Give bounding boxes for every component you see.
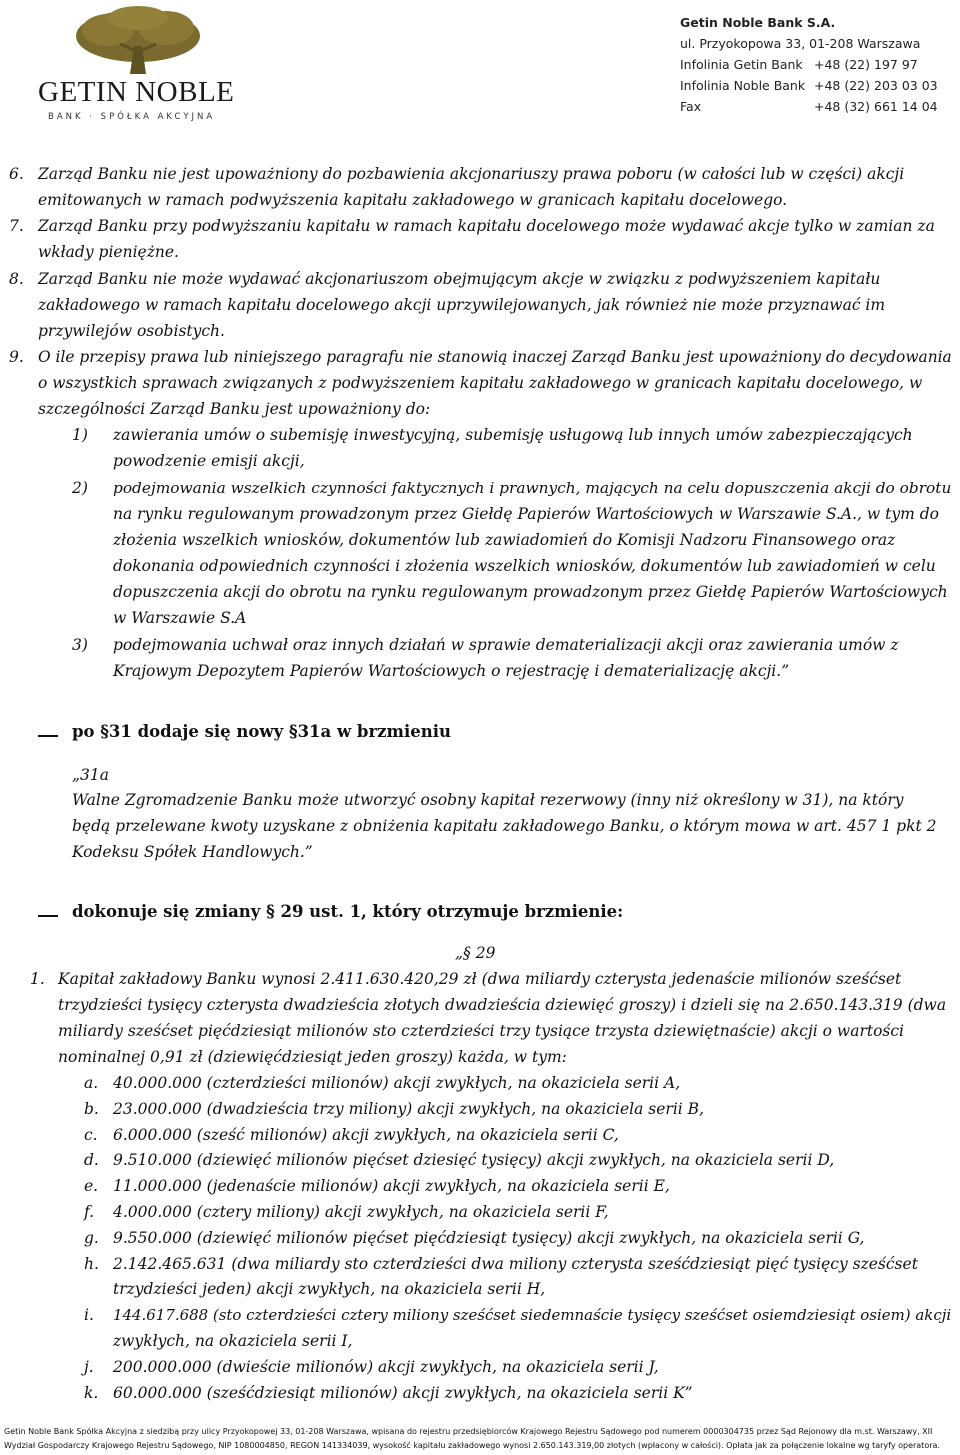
- contact-row: [680, 75, 938, 96]
- series-marker: j.: [84, 1357, 94, 1376]
- company-address: ul. Przyokopowa 33, 01-208 Warszawa: [680, 36, 921, 51]
- dash-marker: [38, 735, 58, 737]
- paragraph-line: O ile przepisy prawa lub niniejszego paragrafu nie stanowią inaczej Zarząd Banku jest upoważniony do decydowania: [38, 348, 952, 366]
- dash-marker: [38, 915, 58, 917]
- contact-label: Fax: [680, 99, 702, 114]
- item-number: 1.: [30, 970, 45, 988]
- series-line: trzydzieści jeden) akcji zwykłych, na okaziciela serii H,: [113, 1280, 546, 1299]
- contact-label: Infolinia Noble Bank: [680, 78, 806, 93]
- series-line: 2.142.465.631 (dwa miliardy sto czterdzieści dwa miliony czterysta sześćdziesiąt pięć tysięcy sześćset: [113, 1254, 918, 1273]
- paragraph-line: w Warszawie S.A: [113, 609, 247, 627]
- paragraph-line: dopuszczenia akcji do obrotu na rynku regulowanym prowadzonym przez Giełdę Papierów Wartościowych: [113, 583, 948, 601]
- paragraph-line: nominalnej 0,91 zł (dziewięćdziesiąt jeden groszy) każda, w tym:: [58, 1048, 567, 1066]
- contact-row: [680, 96, 938, 117]
- paragraph-line: Krajowym Depozytem Papierów Wartościowych o rejestrację i dematerializację akcji.”: [113, 662, 790, 680]
- item-number: 6.: [9, 165, 24, 183]
- paragraph-line: Zarząd Banku nie jest upoważniony do pozbawienia akcjonariuszy prawa poboru (w całości lub w części) akcji: [38, 165, 905, 183]
- series-marker: c.: [84, 1125, 98, 1144]
- series-line: 60.000.000 (sześćdziesiąt milionów) akcji zwykłych, na okaziciela serii K”: [113, 1383, 693, 1402]
- logo-wordmark: GETIN NOBLE: [38, 76, 235, 108]
- paragraph-line: trzydzieści tysięcy czterysta dwadzieścia złotych dwadzieścia dziewięć groszy) i dzieli się na 2.650.143.319 (dwa: [58, 996, 947, 1014]
- series-line: zwykłych, na okaziciela serii I,: [113, 1332, 353, 1350]
- contact-block: [680, 12, 938, 117]
- series-line: 9.550.000 (dziewięć milionów pięćset pięćdziesiąt tysięcy) akcji zwykłych, na okaziciela serii G,: [113, 1228, 865, 1247]
- paragraph-line: złożenia wszelkich wniosków, dokumentów lub zawiadomień do Komisji Nadzoru Finansowego oraz: [113, 531, 896, 549]
- section-title: „31a: [72, 766, 109, 784]
- section-title: „§ 29: [455, 944, 496, 962]
- oak-tree-icon: [38, 6, 238, 76]
- series-marker: g.: [84, 1228, 99, 1247]
- series-marker: f.: [84, 1203, 95, 1221]
- series-marker: i.: [84, 1306, 94, 1325]
- paragraph-line: o wszystkich sprawach związanych z podwyższeniem kapitału zakładowego w granicach kapitału docelowego, w: [38, 374, 923, 392]
- paragraph-line: miliardy sześćset pięćdziesiąt milionów sto czterdzieści trzy tysiące trzysta dziewiętnaście) akcji o wartości: [58, 1022, 905, 1040]
- paragraph-line: szczególności Zarząd Banku jest upoważniony do:: [38, 400, 431, 418]
- paragraph-line: emitowanych w ramach podwyższenia kapitału zakładowego w granicach kapitału docelowego.: [38, 191, 788, 209]
- paragraph-line: powodzenie emisji akcji,: [113, 452, 305, 470]
- footer-line: Wydział Gospodarczy Krajowego Rejestru Sądowego, NIP 1080004850, REGON 141334039, wysokość kapitału zakładowego wynosi 2.650.143.319,00 złotych (wpłacony w całości). Opłata jak za połączenie lokalne wg taryfy operatora.: [4, 1441, 940, 1450]
- series-marker: d.: [84, 1151, 99, 1170]
- paragraph-line: Zarząd Banku nie może wydawać akcjonariuszom obejmującym akcje w związku z podwyższeniem kapitału: [38, 270, 881, 288]
- series-marker: a.: [84, 1074, 99, 1092]
- series-marker: h.: [84, 1254, 99, 1273]
- paragraph-line: dokonania odpowiednich czynności i złożenia wszelkich wniosków, dokumentów lub zawiadomień w celu: [113, 557, 936, 575]
- series-marker: b.: [84, 1099, 99, 1118]
- paragraph-line: Kodeksu Spółek Handlowych.”: [72, 843, 313, 861]
- contact-value: +48 (22) 197 97: [814, 57, 918, 72]
- item-number: 9.: [9, 348, 24, 366]
- paragraph-line: Kapitał zakładowy Banku wynosi 2.411.630.420,29 zł (dwa miliardy czterysta jedenaście milionów sześćset: [58, 970, 902, 988]
- footer-line: Getin Noble Bank Spółka Akcyjna z siedzibą przy ulicy Przyokopowej 33, 01-208 Warszawa, wpisana do rejestru przedsiębiorców Krajowego Rejestru Sądowego pod numerem 0000304735 przez Sąd Rejonowy dla m.st. Warszawy, XII: [4, 1427, 933, 1436]
- paragraph-line: podejmowania uchwał oraz innych działań w sprawie dematerializacji akcji oraz zawierania umów z: [113, 636, 899, 654]
- item-number: 8.: [9, 270, 24, 288]
- series-line: 200.000.000 (dwieście milionów) akcji zwykłych, na okaziciela serii J,: [113, 1357, 659, 1376]
- section-heading: po §31 dodaje się nowy §31a w brzmieniu: [72, 722, 452, 741]
- paragraph-line: na rynku regulowanym prowadzonym przez Giełdę Papierów Wartościowych w Warszawie S.A., w tym do: [113, 505, 939, 523]
- paragraph-line: Zarząd Banku przy podwyższaniu kapitału w ramach kapitału docelowego może wydawać akcje tylko w zamian za: [38, 217, 935, 235]
- contact-value: +48 (22) 203 03 03: [814, 78, 938, 93]
- paragraph-line: wkłady pieniężne.: [38, 243, 179, 261]
- company-name: Getin Noble Bank S.A.: [680, 15, 836, 30]
- series-line: 144.617.688 (sto czterdzieści cztery miliony sześćset siedemnaście tysięcy sześćset osiemdziesiąt osiem) akcji: [113, 1306, 952, 1325]
- contact-label: Infolinia Getin Bank: [680, 57, 803, 72]
- section-heading: dokonuje się zmiany § 29 ust. 1, który otrzymuje brzmienie:: [72, 902, 624, 921]
- logo-subtitle: BANK · SPÓŁKA AKCYJNA: [48, 112, 216, 122]
- bank-logo: [38, 6, 238, 124]
- series-line: 6.000.000 (sześć milionów) akcji zwykłych, na okaziciela serii C,: [113, 1125, 619, 1144]
- sub-item-number: 3): [72, 636, 88, 654]
- paragraph-line: przywilejów osobistych.: [38, 322, 225, 340]
- sub-item-number: 1): [72, 426, 88, 444]
- series-line: 40.000.000 (czterdzieści milionów) akcji zwykłych, na okaziciela serii A,: [113, 1074, 681, 1092]
- item-number: 7.: [9, 217, 24, 235]
- series-line: 4.000.000 (cztery miliony) akcji zwykłych, na okaziciela serii F,: [113, 1203, 609, 1221]
- sub-item-number: 2): [72, 479, 88, 497]
- contact-row: [680, 54, 920, 75]
- paragraph-line: zakładowego w ramach kapitału docelowego akcji uprzywilejowanych, jak również nie może przyznawać im: [38, 296, 886, 314]
- series-marker: e.: [84, 1177, 99, 1196]
- paragraph-line: Walne Zgromadzenie Banku może utworzyć osobny kapitał rezerwowy (inny niż określony w 31), na który: [72, 791, 904, 809]
- paragraph-line: zawierania umów o subemisję inwestycyjną, subemisję usługową lub innych umów zabezpieczających: [113, 426, 913, 444]
- series-line: 11.000.000 (jedenaście milionów) akcji zwykłych, na okaziciela serii E,: [113, 1177, 670, 1196]
- series-line: 23.000.000 (dwadzieścia trzy miliony) akcji zwykłych, na okaziciela serii B,: [113, 1099, 704, 1118]
- contact-value: +48 (32) 661 14 04: [814, 99, 938, 114]
- paragraph-line: podejmowania wszelkich czynności faktycznych i prawnych, mających na celu dopuszczenia akcji do obrotu: [113, 479, 952, 497]
- paragraph-line: będą przelewane kwoty uzyskane z obniżenia kapitału zakładowego Banku, o którym mowa w art. 457 1 pkt 2: [72, 817, 937, 835]
- series-marker: k.: [84, 1383, 99, 1402]
- series-line: 9.510.000 (dziewięć milionów pięćset dziesięć tysięcy) akcji zwykłych, na okaziciela serii D,: [113, 1151, 835, 1170]
